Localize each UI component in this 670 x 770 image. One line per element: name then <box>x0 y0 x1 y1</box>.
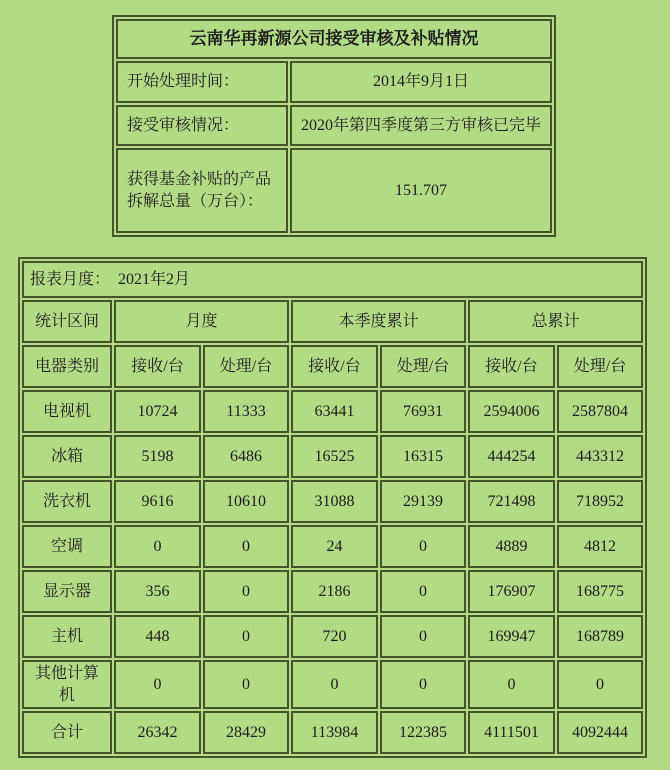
report-month-cell <box>22 261 643 298</box>
table-row-other-computer <box>22 660 643 709</box>
value-cell: 28429 <box>203 711 289 754</box>
value-cell: 169947 <box>468 615 555 658</box>
value-cell: 4111501 <box>468 711 555 754</box>
value-cell: 4889 <box>468 525 555 568</box>
value-cell: 0 <box>203 615 289 658</box>
table-row-monitor <box>22 570 643 613</box>
value-cell: 168789 <box>557 615 643 658</box>
table-row-washer <box>22 480 643 523</box>
value-cell: 4092444 <box>557 711 643 754</box>
interval-header-cell: 统计区间 <box>22 300 112 343</box>
report-month-row <box>22 261 643 298</box>
value-cell: 0 <box>114 525 201 568</box>
value-cell: 0 <box>380 570 466 613</box>
group-header-month: 月度 <box>114 300 289 343</box>
value-cell: 0 <box>114 660 201 709</box>
value-cell: 0 <box>380 615 466 658</box>
value-cell: 0 <box>203 525 289 568</box>
value-cell: 10610 <box>203 480 289 523</box>
value-cell: 721498 <box>468 480 555 523</box>
value-cell: 718952 <box>557 480 643 523</box>
value-cell: 2186 <box>291 570 378 613</box>
table-row-total <box>22 711 643 754</box>
category-header-row <box>22 345 643 388</box>
company-info-table <box>112 15 556 237</box>
value-cell: 176907 <box>468 570 555 613</box>
audit-status-value: 2020年第四季度第三方审核已完毕 <box>290 105 552 146</box>
value-cell: 0 <box>557 660 643 709</box>
value-cell: 4812 <box>557 525 643 568</box>
value-cell: 5198 <box>114 435 201 478</box>
info-title-row <box>116 19 552 59</box>
value-cell: 168775 <box>557 570 643 613</box>
value-cell: 720 <box>291 615 378 658</box>
value-cell: 113984 <box>291 711 378 754</box>
report-month-value: 2021年2月 <box>118 270 191 288</box>
category-cell: 其他计算机 <box>22 660 112 709</box>
value-cell: 16315 <box>380 435 466 478</box>
value-cell: 0 <box>291 660 378 709</box>
info-row-start-time <box>116 61 552 103</box>
category-header-cell: 电器类别 <box>22 345 112 388</box>
value-cell: 0 <box>203 660 289 709</box>
value-cell: 0 <box>468 660 555 709</box>
value-cell: 448 <box>114 615 201 658</box>
info-row-audit-status <box>116 105 552 146</box>
value-cell: 24 <box>291 525 378 568</box>
category-cell: 电视机 <box>22 390 112 433</box>
value-cell: 0 <box>380 660 466 709</box>
sub-header-cell: 处理/台 <box>203 345 289 388</box>
value-cell: 2594006 <box>468 390 555 433</box>
value-cell: 6486 <box>203 435 289 478</box>
start-time-value: 2014年9月1日 <box>290 61 552 103</box>
value-cell: 0 <box>380 525 466 568</box>
subsidized-total-label: 获得基金补贴的产品拆解总量（万台）： <box>116 148 288 233</box>
value-cell: 29139 <box>380 480 466 523</box>
value-cell: 11333 <box>203 390 289 433</box>
value-cell: 122385 <box>380 711 466 754</box>
value-cell: 26342 <box>114 711 201 754</box>
category-cell: 空调 <box>22 525 112 568</box>
value-cell: 2587804 <box>557 390 643 433</box>
table-row-fridge <box>22 435 643 478</box>
value-cell: 444254 <box>468 435 555 478</box>
value-cell: 9616 <box>114 480 201 523</box>
table-row-aircon <box>22 525 643 568</box>
table-row-host <box>22 615 643 658</box>
category-cell: 主机 <box>22 615 112 658</box>
category-cell: 冰箱 <box>22 435 112 478</box>
report-month-label: 报表月度： <box>30 270 111 288</box>
page-title: 云南华再新源公司接受审核及补贴情况 <box>116 19 552 59</box>
sub-header-cell: 处理/台 <box>380 345 466 388</box>
category-cell: 显示器 <box>22 570 112 613</box>
category-cell: 洗衣机 <box>22 480 112 523</box>
sub-header-cell: 接收/台 <box>114 345 201 388</box>
sub-header-cell: 接收/台 <box>291 345 378 388</box>
value-cell: 10724 <box>114 390 201 433</box>
start-time-label: 开始处理时间： <box>116 61 288 103</box>
value-cell: 31088 <box>291 480 378 523</box>
sub-header-cell: 接收/台 <box>468 345 555 388</box>
interval-header-row <box>22 300 643 343</box>
group-header-quarter: 本季度累计 <box>291 300 466 343</box>
value-cell: 356 <box>114 570 201 613</box>
value-cell: 76931 <box>380 390 466 433</box>
value-cell: 16525 <box>291 435 378 478</box>
monthly-report-table <box>18 257 647 758</box>
value-cell: 0 <box>203 570 289 613</box>
value-cell: 443312 <box>557 435 643 478</box>
sub-header-cell: 处理/台 <box>557 345 643 388</box>
subsidized-total-value: 151.707 <box>290 148 552 233</box>
info-row-subsidized-total <box>116 148 552 233</box>
table-row-tv <box>22 390 643 433</box>
value-cell: 63441 <box>291 390 378 433</box>
audit-status-label: 接受审核情况： <box>116 105 288 146</box>
group-header-total: 总累计 <box>468 300 643 343</box>
category-cell: 合计 <box>22 711 112 754</box>
